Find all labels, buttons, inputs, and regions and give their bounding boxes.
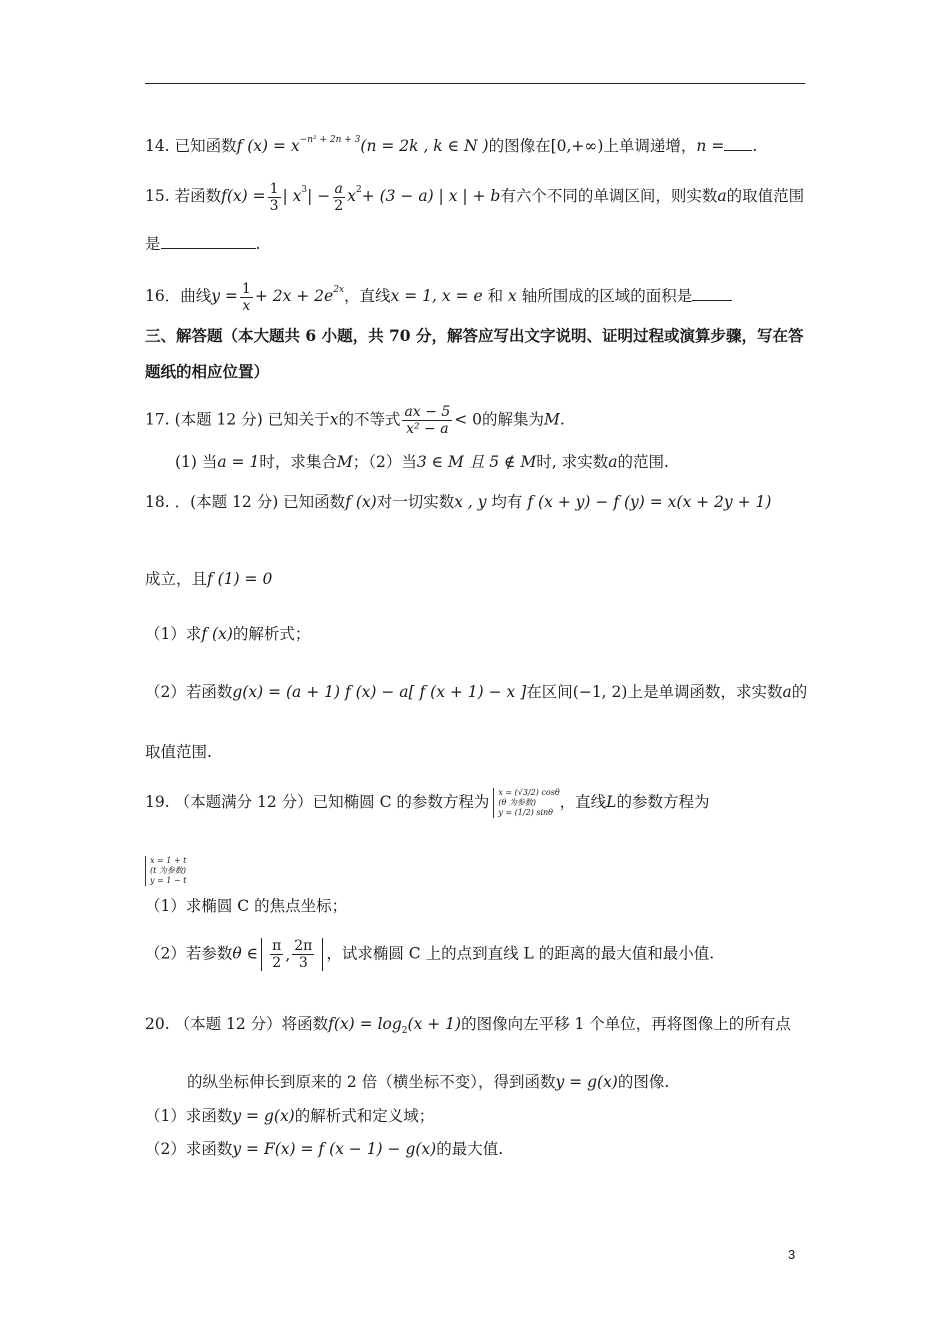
q19-sys1-b: y = (1/2) sinθ xyxy=(498,808,553,817)
q20-line2a: 的纵坐标伸长到原来的 2 倍（横坐标不变），得到函数 xyxy=(187,1073,556,1091)
q15-answer-blank[interactable] xyxy=(161,233,256,249)
q16-answer-blank[interactable] xyxy=(692,285,732,301)
q20-line2b: y = g(x) xyxy=(555,1073,618,1091)
q17-tail: 的解集为 xyxy=(482,410,545,429)
q16-fraction xyxy=(240,281,253,314)
q20-p1b: y = g(x) xyxy=(232,1107,295,1125)
q18-p2a: （2）若函数 xyxy=(145,683,233,701)
q17-p2: 时, 求实数 xyxy=(536,453,609,471)
q18-equation: f (x + y) − f (y) = x(x + 2y + 1) xyxy=(527,493,772,511)
question-19-line-system xyxy=(145,856,186,886)
q19-sys2-b: y = 1 − t xyxy=(150,876,187,885)
q19-sys2-a: x = 1 + t xyxy=(150,856,187,865)
header-rule xyxy=(145,83,805,84)
q19-p1: （1）求椭圆 C 的焦点坐标； xyxy=(145,897,348,915)
question-19 xyxy=(145,788,709,818)
q15-frac2-den: 2 xyxy=(334,197,344,214)
q14-exponent: −n² + 2n + 3 xyxy=(299,135,361,145)
q18-p2g: 的 xyxy=(791,683,808,701)
q19-lead: 19. （本题满分 12 分）已知椭圆 C 的参数方程为 xyxy=(145,793,490,811)
q17-x: x xyxy=(329,410,339,429)
q20-func: f(x) = log xyxy=(328,1015,402,1033)
q16-lead: 16．曲线 xyxy=(145,287,212,305)
q18-p1a: （1）求 xyxy=(145,625,202,643)
q18-p2c: 在区间 xyxy=(526,683,573,701)
q19-sys2-param: (t 为参数) xyxy=(150,866,186,875)
q17-a1: a = 1 xyxy=(217,453,260,471)
q15-frac1-num: 1 xyxy=(269,180,279,197)
q16-exp: 2x xyxy=(333,285,345,295)
question-15 xyxy=(145,178,804,214)
q15-square: 2 xyxy=(355,185,362,195)
q16-y: y = xyxy=(211,287,238,305)
q19-bound1 xyxy=(270,938,283,971)
question-19-part1 xyxy=(145,894,347,918)
q18-xy: x , y xyxy=(454,493,487,511)
q17-fraction xyxy=(402,404,452,437)
q15-lead: 15. 若函数 xyxy=(145,187,222,205)
q17-p1: (1) 当 xyxy=(175,453,218,471)
q15-part-d: + (3 − a) | x | + b xyxy=(361,187,501,205)
q20-line2c: 的图像. xyxy=(617,1073,670,1091)
q18-line2a: 成立，且 xyxy=(145,570,208,588)
q19-bound2 xyxy=(292,938,314,971)
q19-sys1-a: x = (√3/2) cosθ xyxy=(498,788,560,797)
question-18-part2 xyxy=(145,680,807,704)
q19-interval-bracket: $\frac{\pi}{2}$ , $\frac{2\pi}{3}$ xyxy=(261,938,323,971)
q17-p1M: M xyxy=(336,453,353,471)
q19-b1-num: π xyxy=(272,938,282,954)
q17-p2b: 的范围. xyxy=(617,453,669,471)
q20-arg: (x + 1) xyxy=(407,1015,462,1033)
q18-mid: 对一切实数 xyxy=(376,493,455,511)
q18-p2d: (−1, 2) xyxy=(572,683,628,701)
q15-part-a: | x xyxy=(282,187,302,205)
question-17-parts xyxy=(175,450,669,474)
q15-end: . xyxy=(255,235,261,253)
q18-fx: f (x) xyxy=(345,493,377,511)
q20-tail: 的图像向左平移 1 个单位，再将图像上的所有点 xyxy=(461,1015,791,1033)
question-20-part1 xyxy=(145,1104,434,1128)
q18-p2e: 上是单调函数，求实数 xyxy=(627,683,783,701)
q15-var: a xyxy=(717,187,727,205)
question-14 xyxy=(145,128,757,158)
q19-b2-num: 2π xyxy=(294,938,313,954)
q18-line2b: f (1) = 0 xyxy=(207,570,273,588)
question-17 xyxy=(145,404,565,437)
q19-tail: 的参数方程为 xyxy=(616,793,710,811)
q18-p2h: 取值范围. xyxy=(145,743,212,761)
question-18-part1 xyxy=(145,622,310,646)
question-20-line2 xyxy=(187,1070,669,1094)
q19-ellipse-system xyxy=(493,788,559,818)
q14-ask: n = xyxy=(696,137,725,155)
q15-tail2: 的取值范围 xyxy=(726,187,805,205)
question-20-part2 xyxy=(145,1137,503,1161)
q18-has: 均有 xyxy=(491,493,523,511)
q15-line2: 是 xyxy=(145,235,161,253)
q17-num: ax − 5 xyxy=(404,404,451,420)
q15-cube: 3 xyxy=(301,185,308,195)
q16-frac-num: 1 xyxy=(241,280,251,297)
q17-M: M xyxy=(544,410,560,429)
q19-b1-den: 2 xyxy=(272,955,282,971)
q18-p1c: 的解析式； xyxy=(232,625,311,643)
q18-lead: 18. ．(本题 12 分) 已知函数 xyxy=(145,493,346,511)
q18-p1b: f (x) xyxy=(201,625,233,643)
q16-lines: x = 1, x = e xyxy=(390,287,483,305)
q14-condition: (n = 2k , k ∈ N ) xyxy=(360,137,489,155)
q19-L: L xyxy=(606,793,617,811)
q20-base: 2 xyxy=(401,1026,408,1036)
q17-mid: 的不等式 xyxy=(338,410,401,429)
q14-interval: [0,+∞) xyxy=(550,137,604,155)
q15-frac1-den: 3 xyxy=(269,197,279,214)
q20-p1c: 的解析式和定义域； xyxy=(294,1107,435,1125)
q15-part-b: | − xyxy=(307,187,331,205)
q17-end: . xyxy=(559,410,565,429)
q14-tail: 上单调递增， xyxy=(603,137,697,155)
question-15-line2 xyxy=(145,232,260,256)
q19-b2-den: 3 xyxy=(298,955,308,971)
q15-frac2-num: a xyxy=(334,180,343,197)
q19-theta: θ ∈ xyxy=(232,944,259,963)
q20-lead: 20. （本题 12 分）将函数 xyxy=(145,1015,329,1033)
q19-line-system xyxy=(145,856,186,886)
q16-mid: ，直线 xyxy=(344,287,391,305)
page-number: 3 xyxy=(788,1247,796,1262)
question-18 xyxy=(145,490,771,514)
q17-a2: a xyxy=(608,453,618,471)
q17-den: x² − a xyxy=(406,421,449,437)
q15-lhs: f(x) = xyxy=(221,187,266,205)
question-18-line2 xyxy=(145,567,272,591)
q14-lead: 14. 已知函数 xyxy=(145,137,237,155)
q14-mid: 的图像在 xyxy=(488,137,551,155)
q16-tail: 轴所围成的区域的面积是 xyxy=(521,287,693,305)
q19-p2b: ，试求椭圆 C 上的点到直线 L 的距离的最大值和最小值. xyxy=(326,944,715,963)
q15-tail: 有六个不同的单调区间，则实数 xyxy=(500,187,718,205)
q17-p1c: ；（2）当 xyxy=(352,453,417,471)
q16-xvar: x xyxy=(508,287,517,305)
q15-fraction-one-third xyxy=(268,181,281,214)
section-3-line2: 题纸的相应位置） xyxy=(145,362,270,381)
question-20 xyxy=(145,1012,791,1043)
q16-rest: + 2x + 2e xyxy=(254,287,334,305)
q20-p2a: （2）求函数 xyxy=(145,1140,233,1158)
section-3-heading-2 xyxy=(145,360,269,384)
section-3-heading xyxy=(145,324,803,348)
q14-end: . xyxy=(752,137,758,155)
q17-p1b: 时，求集合 xyxy=(259,453,337,471)
q20-p2c: 的最大值. xyxy=(436,1140,504,1158)
q19-mid: ，直线 xyxy=(559,793,607,811)
section-3-line1: 三、解答题（本大题共 6 小题，共 70 分，解答应写出文字说明、证明过程或演算步骤，写在答 xyxy=(145,326,804,345)
q18-p2b: g(x) = (a + 1) f (x) − a[ f (x + 1) − x ] xyxy=(232,683,527,701)
q15-part-c: x xyxy=(347,187,356,205)
q14-answer-blank[interactable] xyxy=(724,135,752,151)
question-19-part2 xyxy=(145,938,714,971)
q17-ineq: < 0 xyxy=(454,410,483,429)
question-18-part2-line2 xyxy=(145,740,212,764)
q16-frac-den: x xyxy=(242,297,251,314)
q17-lead: 17. (本题 12 分) 已知关于 xyxy=(145,410,330,429)
q18-p2f: a xyxy=(782,683,792,701)
q20-p1a: （1）求函数 xyxy=(145,1107,233,1125)
q19-sys1-param: (θ 为参数) xyxy=(498,798,536,807)
question-16 xyxy=(145,278,732,314)
q20-p2b: y = F(x) = f (x − 1) − g(x) xyxy=(232,1140,437,1158)
q16-and: 和 xyxy=(487,287,504,305)
q17-cond: 3 ∈ M 且 5 ∉ M xyxy=(416,453,537,471)
q19-p2a: （2）若参数 xyxy=(145,944,233,963)
q14-function: f (x) = x xyxy=(236,137,300,155)
q15-fraction-a-half xyxy=(332,181,345,214)
